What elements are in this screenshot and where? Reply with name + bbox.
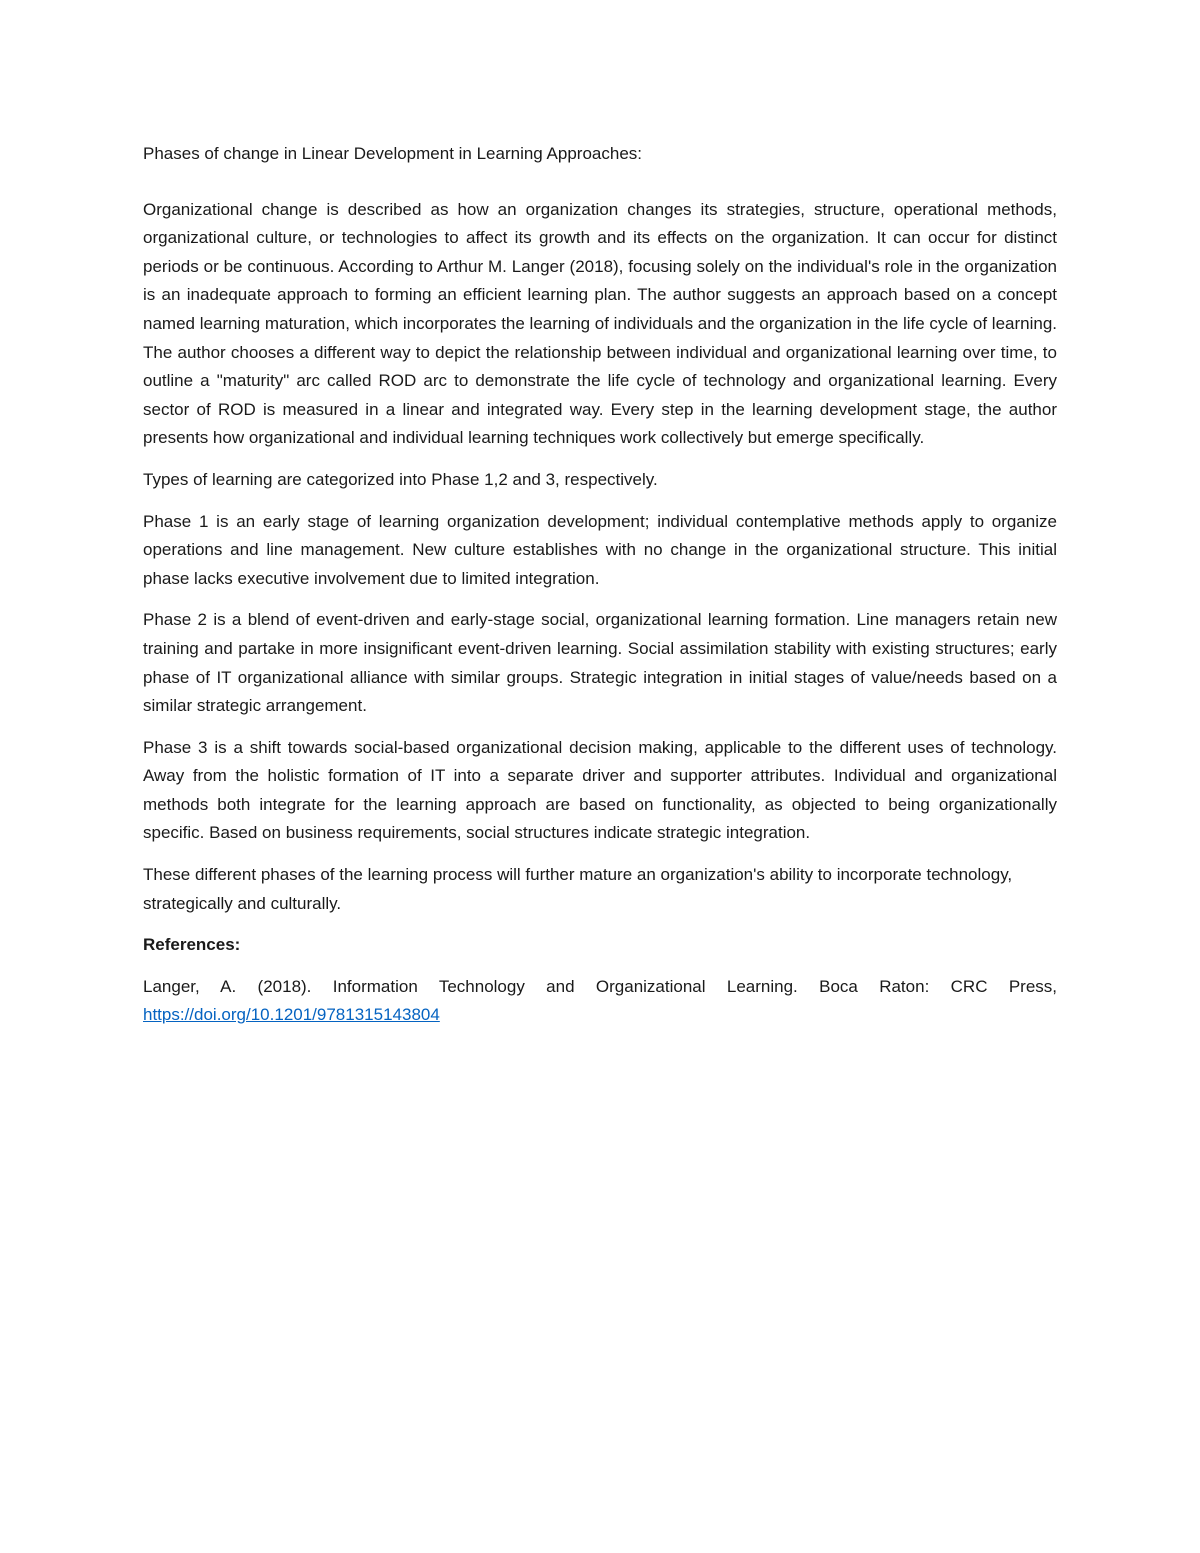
document-body: [143, 140, 1057, 1030]
reference-doi-link[interactable]: https://doi.org/10.1201/9781315143804: [143, 1005, 440, 1025]
document-title: Phases of change in Linear Development in Learning Approaches:: [143, 144, 643, 163]
paragraph-types-of-learning: Types of learning are categorized into Phase 1,2 and 3, respectively.: [143, 469, 658, 489]
paragraph-conclusion: These different phases of the learning process will further mature an organization's ability to incorporate technology, strategically and culturally.: [143, 865, 1013, 913]
paragraph-phase-2: Phase 2 is a blend of event-driven and early-stage social, organizational learning formation. Line managers retain new training and partake in more insignificant event-driven learning. Social assimilation stability with existing structures; early phase of IT organizational alliance with similar groups. Strategic integration in initial stages of value/needs based on a similar strategic arrangement.: [143, 610, 1057, 716]
reference-entry: [143, 973, 1057, 1030]
paragraph-phase-3: Phase 3 is a shift towards social-based organizational decision making, applicable to the different uses of technology. Away from the holistic formation of IT into a separate driver and supporter attributes. Individual and organizational methods both integrate for the learning approach are based on functionality, as objected to being organizationally specific. Based on business requirements, social structures indicate strategic integration.: [143, 737, 1057, 843]
reference-citation: Langer, A. (2018). Information Technology and Organizational Learning. Boca Raton: CRC Press,: [143, 976, 1057, 996]
paragraph-organizational-change: Organizational change is described as how an organization changes its strategies, structure, operational methods, organizational culture, or technologies to affect its growth and its effects on the organization. It can occur for distinct periods or be continuous. According to Arthur M. Langer (2018), focusing solely on the individual's role in the organization is an inadequate approach to forming an efficient learning plan. The author suggests an approach based on a concept named learning maturation, which incorporates the learning of individuals and the organization in the life cycle of learning. The author chooses a different way to depict the relationship between individual and organizational learning over time, to outline a "maturity" arc called ROD arc to demonstrate the life cycle of technology and organizational learning. Every sector of ROD is measured in a linear and integrated way. Every step in the learning development stage, the author presents how organizational and individual learning techniques work collectively but emerge specifically.: [143, 199, 1057, 448]
references-heading: References:: [143, 935, 241, 955]
paragraph-phase-1: Phase 1 is an early stage of learning organization development; individual contemplative methods apply to organize operations and line management. New culture establishes with no change in the organizational structure. This initial phase lacks executive involvement due to limited integration.: [143, 511, 1057, 588]
